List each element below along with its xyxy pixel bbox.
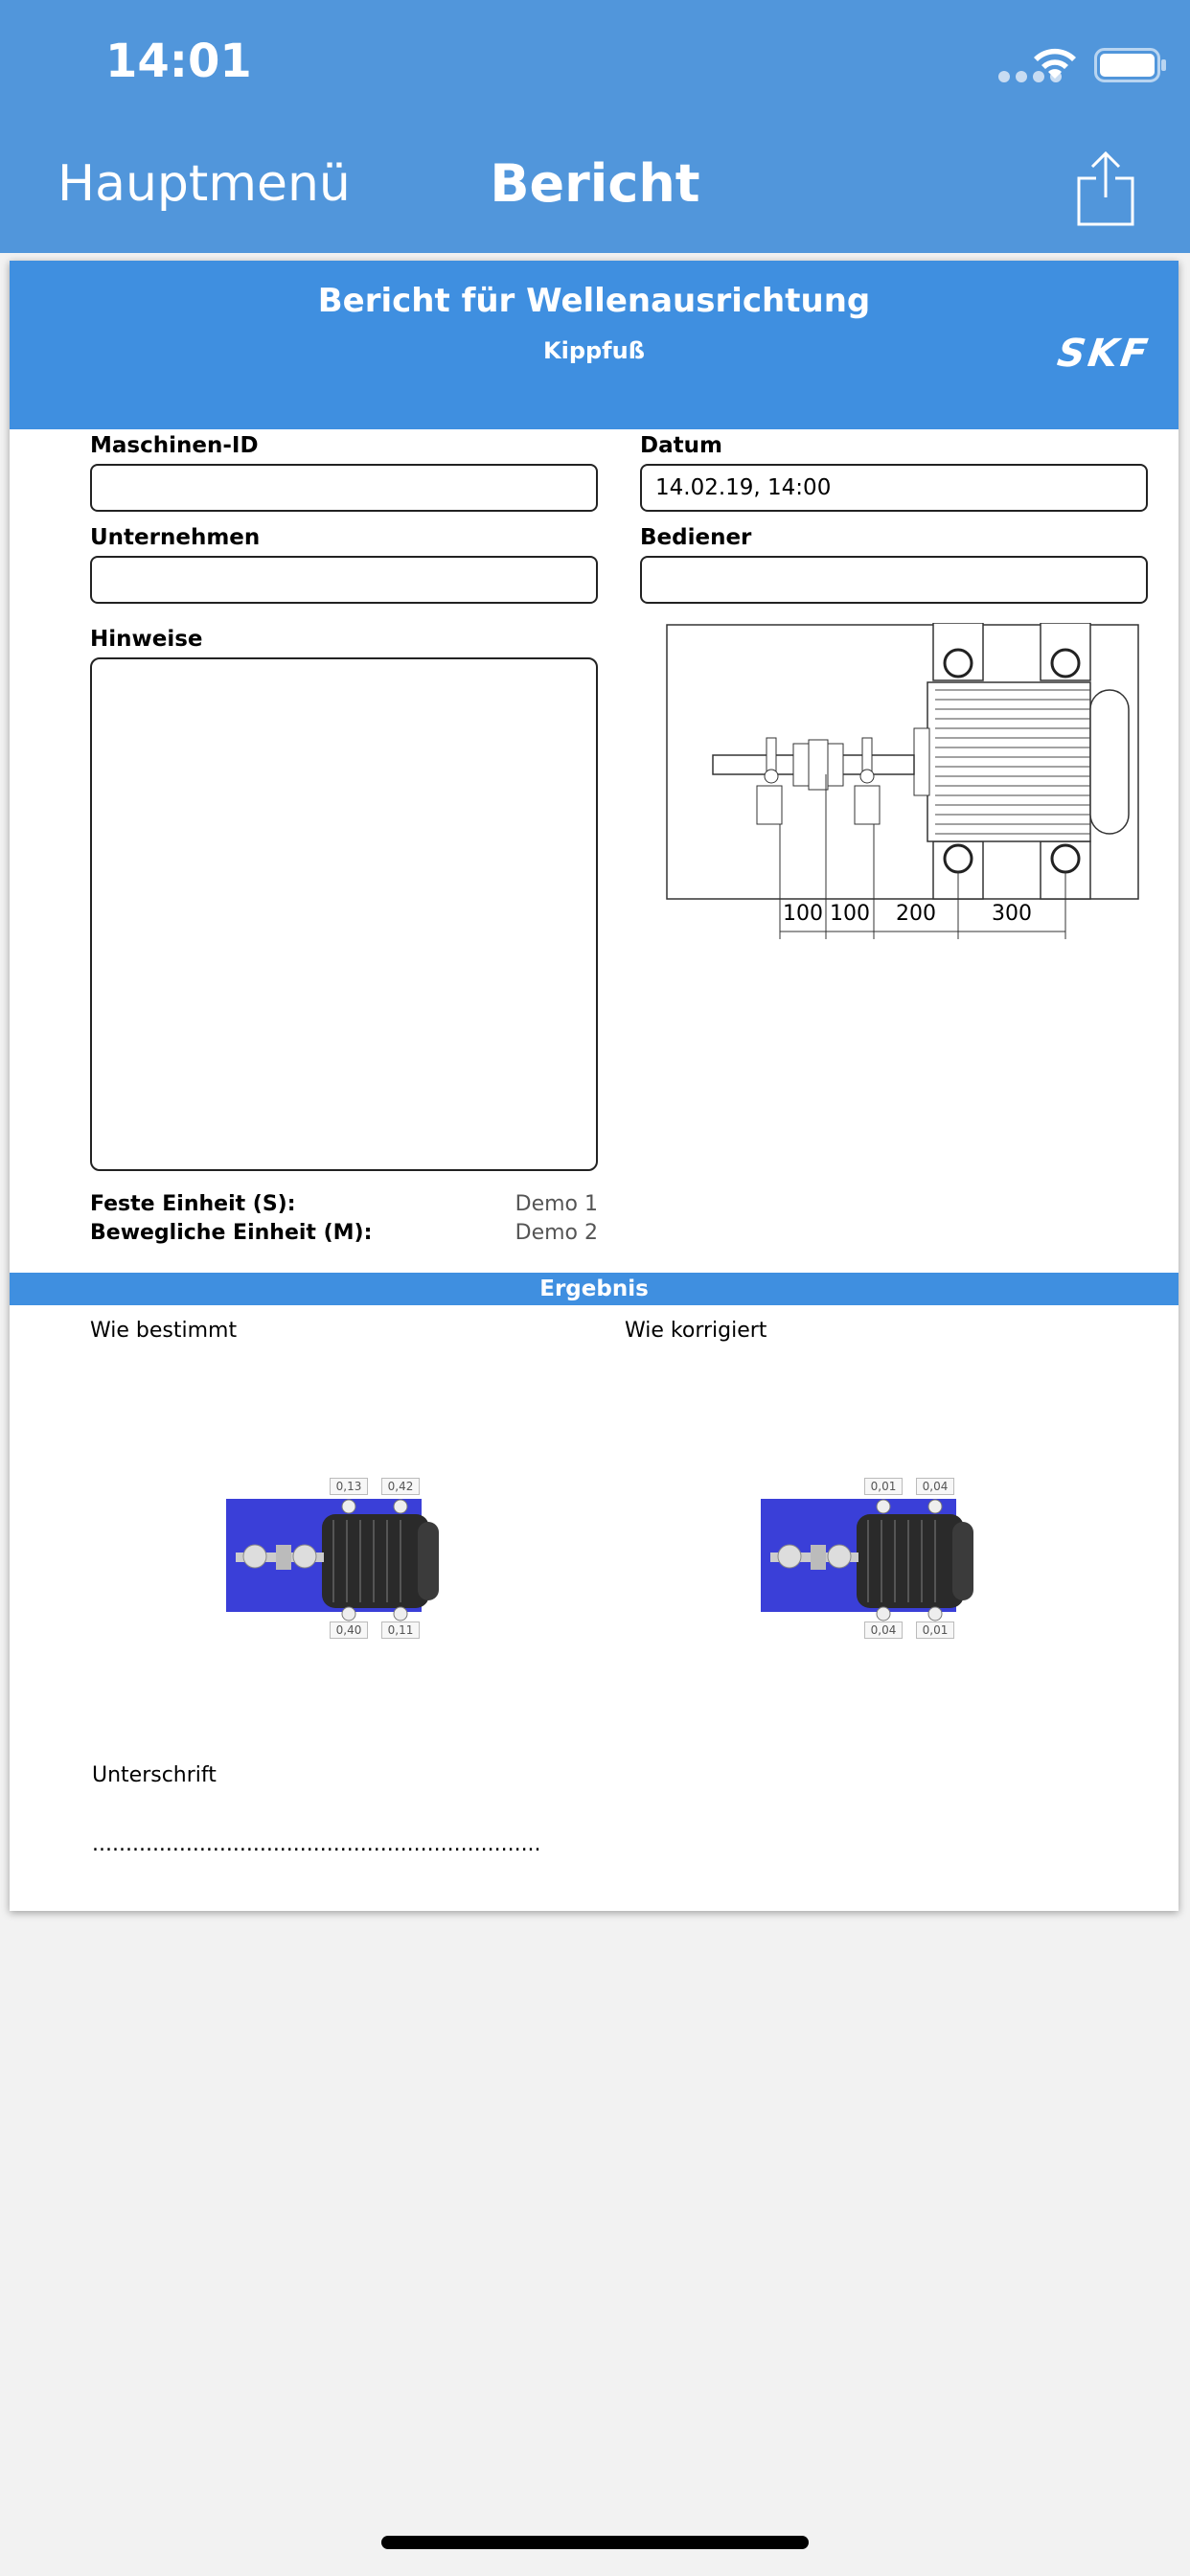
as-corrected-bottom-left-value: 0,04 — [864, 1622, 903, 1639]
dimension-1: 100 — [783, 902, 823, 926]
report-sheet — [10, 261, 1179, 1911]
home-indicator[interactable] — [381, 2536, 809, 2549]
company-label: Unternehmen — [90, 525, 261, 550]
result-section-header: Ergebnis — [10, 1273, 1179, 1305]
report-header — [10, 261, 1179, 429]
machine-thumbnail-icon — [226, 1478, 446, 1641]
machine-id-label: Maschinen-ID — [90, 433, 259, 458]
back-button[interactable]: Hauptmenü — [57, 155, 351, 213]
report-title: Bericht für Wellenausrichtung — [317, 282, 871, 320]
as-found-machine-image — [226, 1478, 446, 1641]
share-button[interactable] — [1075, 150, 1136, 226]
operator-field[interactable] — [640, 556, 1148, 604]
status-time: 14:01 — [105, 34, 252, 88]
date-field[interactable]: 14.02.19, 14:00 — [640, 464, 1148, 512]
report-subtitle: Kippfuß — [543, 337, 645, 364]
signature-line[interactable]: ................................................................... — [92, 1832, 541, 1856]
as-found-top-right-value: 0,42 — [381, 1478, 420, 1495]
battery-icon — [1094, 48, 1167, 82]
machine-thumbnail-icon — [761, 1478, 981, 1641]
wifi-icon — [1029, 44, 1081, 82]
fixed-unit-value: Demo 1 — [515, 1192, 598, 1216]
movable-unit-value: Demo 2 — [515, 1221, 598, 1245]
as-found-label: Wie bestimmt — [90, 1319, 238, 1343]
company-field[interactable] — [90, 556, 598, 604]
as-corrected-bottom-right-value: 0,01 — [916, 1622, 954, 1639]
as-corrected-label: Wie korrigiert — [625, 1319, 767, 1343]
dimension-4: 300 — [992, 902, 1032, 926]
notes-field[interactable] — [90, 657, 598, 1171]
as-corrected-top-left-value: 0,01 — [864, 1478, 903, 1495]
dimension-2: 100 — [830, 902, 870, 926]
as-found-bottom-right-value: 0,11 — [381, 1622, 420, 1639]
date-label: Datum — [640, 433, 722, 458]
machine-id-field[interactable] — [90, 464, 598, 512]
skf-logo: SKF — [1054, 332, 1154, 376]
movable-unit-label: Bewegliche Einheit (M): — [90, 1221, 373, 1245]
as-corrected-machine-image — [761, 1478, 981, 1641]
page-title: Bericht — [490, 153, 700, 214]
dimension-3: 200 — [896, 902, 936, 926]
as-corrected-top-right-value: 0,04 — [916, 1478, 954, 1495]
navigation-bar — [0, 0, 1190, 253]
as-found-top-left-value: 0,13 — [330, 1478, 368, 1495]
as-found-bottom-left-value: 0,40 — [330, 1622, 368, 1639]
fixed-unit-label: Feste Einheit (S): — [90, 1192, 296, 1216]
machine-diagram — [657, 623, 1156, 958]
notes-label: Hinweise — [90, 627, 203, 652]
share-icon — [1075, 150, 1136, 226]
signature-label: Unterschrift — [92, 1763, 217, 1787]
operator-label: Bediener — [640, 525, 752, 550]
